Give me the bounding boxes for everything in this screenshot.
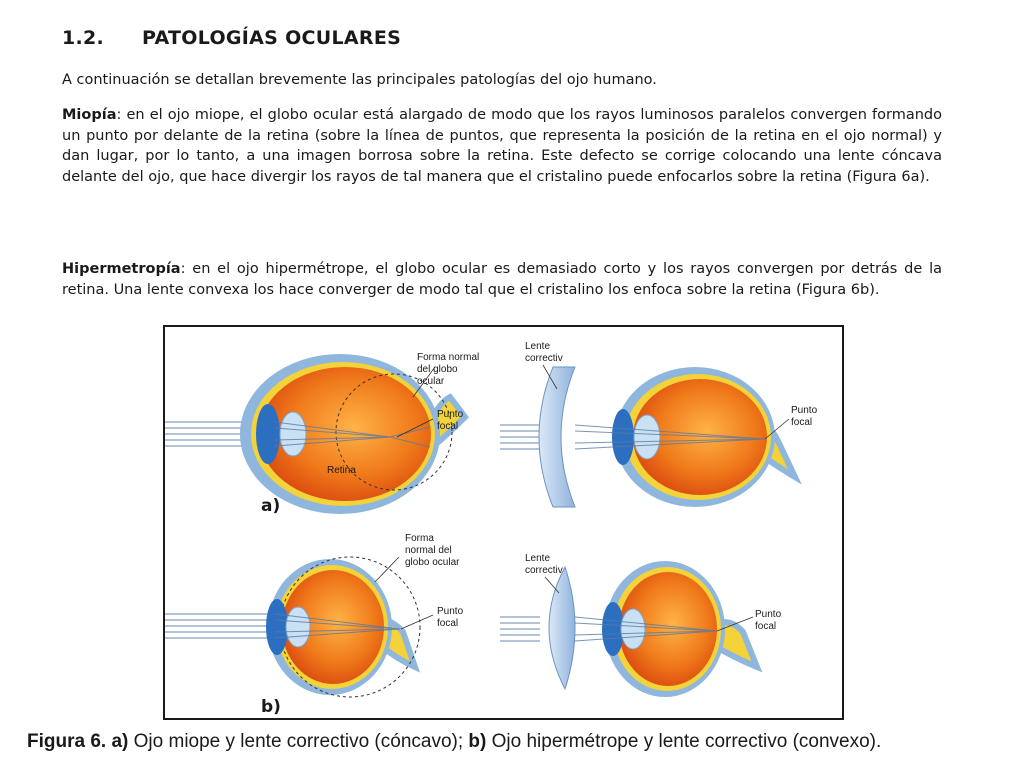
label-lente-a-2: correctiv	[525, 353, 563, 364]
figure-svg	[165, 327, 844, 720]
panel-a-label: a)	[261, 496, 281, 516]
caption-a-label: a)	[111, 731, 129, 752]
miopia-paragraph	[62, 105, 942, 187]
concave-lens	[539, 367, 575, 507]
caption-b-text: Ojo hipermétrope y lente correctivo (convexo).	[486, 731, 882, 752]
label-forma-normal-b-2: normal del	[405, 545, 452, 556]
label-lente-b-1: Lente	[525, 553, 551, 564]
label-punto-focal-b1-2: focal	[437, 618, 459, 629]
label-punto-focal-b1-1: Punto	[437, 606, 464, 617]
label-punto-focal-a1-2: focal	[437, 421, 459, 432]
miopia-text: : en el ojo miope, el globo ocular está alargado de modo que los rayos luminosos paralelos convergen formando un punto por delante de la retina (sobre la línea de puntos, que representa la posición de la retina en el ojo normal) y dan lugar, por lo tanto, a una imagen borrosa sobre la retina. Este defecto se corrige colocando una lente cóncava delante del ojo, que hace divergir los rayos de tal manera que el cristalino puede enfocarlos sobre la retina (Figura 6a).	[62, 107, 942, 185]
convex-lens	[549, 567, 575, 689]
section-number: 1.2.	[62, 27, 105, 49]
hipermetropia-text: : en el ojo hipermétrope, el globo ocular es demasiado corto y los rayos convergen por detrás de la retina. Una lente convexa los hace converger de modo tal que el cristalino los enfoca sobre la retina (Figura 6b).	[62, 261, 942, 298]
label-punto-focal-b2-1: Punto	[755, 609, 782, 620]
label-forma-normal-a-2: del globo	[417, 364, 458, 375]
label-punto-focal-a2-1: Punto	[791, 405, 818, 416]
eye-hyperopic	[165, 533, 464, 697]
eye-myopic	[165, 352, 479, 514]
label-forma-normal-b-1: Forma	[405, 533, 434, 544]
section-title: PATOLOGÍAS OCULARES	[142, 27, 402, 49]
label-lente-a-1: Lente	[525, 341, 551, 352]
miopia-term: Miopía	[62, 107, 117, 123]
hipermetropia-paragraph	[62, 259, 942, 300]
label-punto-focal-b2-2: focal	[755, 621, 777, 632]
eye-myopic-corrected	[500, 341, 818, 507]
label-lente-b-2: correctiv	[525, 565, 563, 576]
label-punto-focal-a1-1: Punto	[437, 409, 464, 420]
label-punto-focal-a2-2: focal	[791, 417, 813, 428]
caption-b-label: b)	[468, 731, 487, 752]
hipermetropia-term: Hipermetropía	[62, 261, 181, 277]
figure-caption	[27, 731, 881, 753]
label-forma-normal-a-3: ocular	[417, 376, 445, 387]
caption-a-text: Ojo miope y lente correctivo (cóncavo);	[128, 731, 469, 752]
label-forma-normal-b-3: globo ocular	[405, 557, 460, 568]
panel-b-label: b)	[261, 697, 281, 717]
section-heading	[62, 27, 401, 49]
label-forma-normal-a-1: Forma normal	[417, 352, 480, 363]
eye-hyperopic-corrected	[500, 553, 782, 697]
intro-paragraph: A continuación se detallan brevemente las principales patologías del ojo humano.	[62, 72, 657, 88]
label-retina: Retina	[327, 465, 356, 476]
caption-prefix: Figura 6.	[27, 731, 107, 752]
figure-6-eye-diagram	[163, 325, 844, 720]
